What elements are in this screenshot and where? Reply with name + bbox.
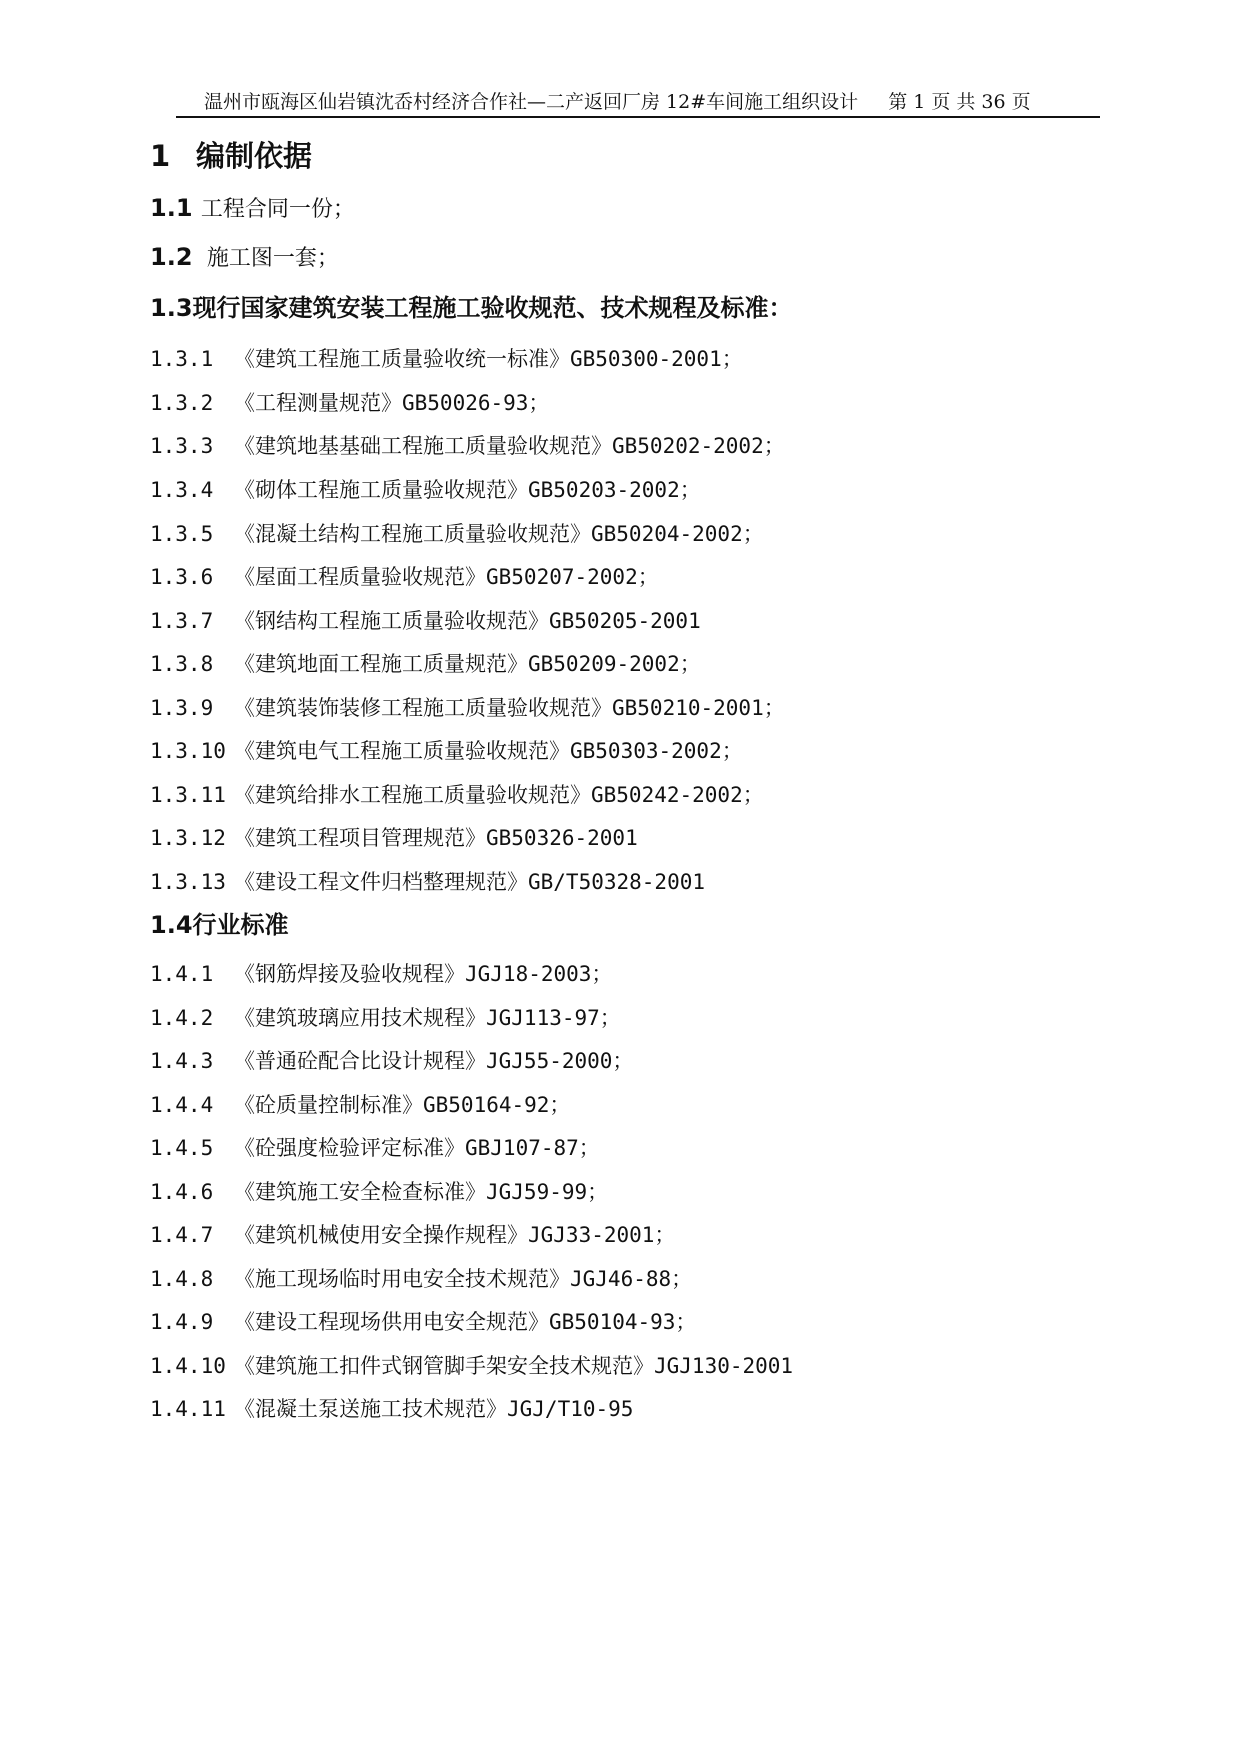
item-number: 1.4.11 [150,1397,226,1421]
item-text: 《建设工程现场供用电安全规范》GB50104-93； [234,1310,697,1334]
item-text: 《钢筋焊接及验收规程》JGJ18-2003； [234,962,613,986]
item-number: 1.3.5 [150,522,214,546]
header-divider [176,116,1100,118]
item-number: 1.3.4 [150,478,214,502]
list-item [150,519,764,549]
subsection-1-1-number: 1.1 [150,194,193,222]
item-text: 《建筑地面工程施工质量规范》GB50209-2002； [234,652,701,676]
list-item [150,736,743,766]
item-text: 《建筑工程项目管理规范》GB50326-2001 [234,826,638,850]
list-item [150,562,659,592]
item-number: 1.3.12 [150,826,226,850]
item-text: 《混凝土结构工程施工质量验收规范》GB50204-2002； [234,522,764,546]
list-item [150,1220,675,1250]
item-text: 《砼质量控制标准》GB50164-92； [234,1093,571,1117]
list-item [150,1177,608,1207]
item-number: 1.4.8 [150,1267,214,1291]
item-text: 《建筑工程施工质量验收统一标准》GB50300-2001； [234,347,743,371]
item-text: 《建筑施工扣件式钢管脚手架安全技术规范》JGJ130-2001 [234,1354,794,1378]
item-text: 《施工现场临时用电安全技术规范》JGJ46-88； [234,1267,693,1291]
list-item [150,388,549,418]
list-item [150,823,638,853]
subsection-1-3-heading: 1.3现行国家建筑安装工程施工验收规范、技术规程及标准： [150,294,793,322]
list-item [150,344,743,374]
item-text: 《建筑玻璃应用技术规程》JGJ113-97； [234,1006,621,1030]
item-number: 1.3.3 [150,434,214,458]
item-number: 1.4.1 [150,962,214,986]
list-item [150,867,705,897]
item-text: 《建筑地基基础工程施工质量验收规范》GB50202-2002； [234,434,785,458]
list-item [150,606,701,636]
subsection-1-2 [150,239,339,277]
header-page-info: 第 1 页 共 36 页 [888,91,1031,113]
item-text: 《建筑给排水工程施工质量验收规范》GB50242-2002； [234,783,764,807]
section-heading [150,136,312,176]
item-number: 1.4.4 [150,1093,214,1117]
subsection-1-2-number: 1.2 [150,243,193,271]
subsection-1-1-text: 工程合同一份； [200,197,355,222]
section-title: 编制依据 [196,139,313,173]
list-item [150,1090,570,1120]
item-number: 1.4.10 [150,1354,226,1378]
header-title: 温州市瓯海区仙岩镇沈岙村经济合作社—二产返回厂房 12#车间施工组织设计 [204,91,859,113]
item-text: 《建设工程文件归档整理规范》GB/T50328-2001 [234,870,706,894]
list-item [150,959,612,989]
item-number: 1.3.10 [150,739,226,763]
list-item [150,475,701,505]
list-item [150,1003,621,1033]
list-item [150,780,764,810]
item-number: 1.4.6 [150,1180,214,1204]
page-header [176,88,1100,116]
item-number: 1.4.3 [150,1049,214,1073]
subsection-1-1 [150,190,355,228]
list-item [150,1264,692,1294]
item-text: 《建筑施工安全检查标准》JGJ59-99； [234,1180,609,1204]
item-number: 1.3.9 [150,696,214,720]
item-text: 《屋面工程质量验收规范》GB50207-2002； [234,565,659,589]
item-text: 《砼强度检验评定标准》GBJ107-87； [234,1136,600,1160]
list-item [150,1046,633,1076]
item-number: 1.3.8 [150,652,214,676]
list-item [150,431,785,461]
item-text: 《工程测量规范》GB50026-93； [234,391,550,415]
item-text: 《普通砼配合比设计规程》JGJ55-2000； [234,1049,634,1073]
item-number: 1.4.2 [150,1006,214,1030]
list-item [150,1307,696,1337]
list-item [150,649,701,679]
list-item [150,1351,793,1381]
list-item [150,693,785,723]
subsection-1-2-text: 施工图一套； [206,246,339,271]
list-item [150,1133,600,1163]
list-item [150,1394,633,1424]
item-number: 1.3.2 [150,391,214,415]
item-number: 1.4.9 [150,1310,214,1334]
item-number: 1.3.13 [150,870,226,894]
section-number: 1 [150,139,171,173]
subsection-1-4-heading: 1.4行业标准 [150,911,289,939]
item-number: 1.4.5 [150,1136,214,1160]
item-text: 《砌体工程施工质量验收规范》GB50203-2002； [234,478,701,502]
item-number: 1.3.11 [150,783,226,807]
item-text: 《混凝土泵送施工技术规范》JGJ/T10-95 [234,1397,634,1421]
item-number: 1.3.7 [150,609,214,633]
item-text: 《建筑机械使用安全操作规程》JGJ33-2001； [234,1223,676,1247]
item-number: 1.3.1 [150,347,214,371]
item-text: 《建筑电气工程施工质量验收规范》GB50303-2002； [234,739,743,763]
item-number: 1.4.7 [150,1223,214,1247]
item-text: 《建筑装饰装修工程施工质量验收规范》GB50210-2001； [234,696,785,720]
item-text: 《钢结构工程施工质量验收规范》GB50205-2001 [234,609,701,633]
item-number: 1.3.6 [150,565,214,589]
